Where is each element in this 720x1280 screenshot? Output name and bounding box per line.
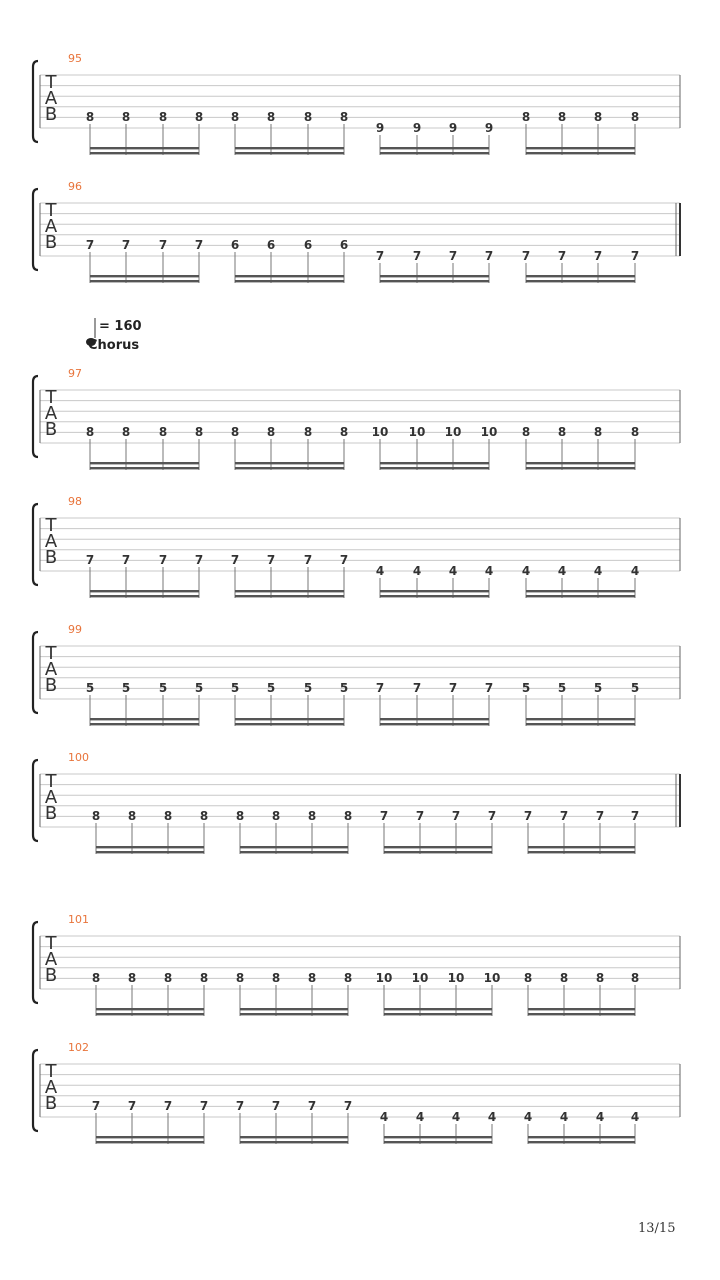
tab-clef-letter: T: [45, 387, 57, 408]
fret-number: 6: [339, 238, 349, 252]
note-group: [522, 425, 639, 470]
tab-system: [33, 751, 680, 854]
fret-number: 7: [121, 238, 131, 252]
note-group: [524, 809, 639, 854]
fret-number: 8: [630, 425, 640, 439]
fret-number: 7: [595, 809, 605, 823]
fret-number: 8: [303, 425, 313, 439]
note-group: [231, 553, 348, 598]
measure-number: 102: [68, 1041, 89, 1054]
fret-number: 8: [85, 110, 95, 124]
fret-number: 7: [307, 1099, 317, 1113]
tab-clef-letter: A: [44, 216, 58, 237]
fret-number: 8: [266, 110, 276, 124]
fret-number: 7: [487, 809, 497, 823]
note-group: [376, 249, 493, 283]
fret-number: 10: [480, 425, 498, 439]
fret-number: 10: [411, 971, 429, 985]
fret-number: 7: [412, 681, 422, 695]
beam: [526, 718, 635, 720]
beam: [235, 590, 344, 592]
section-label: Chorus: [88, 338, 140, 353]
fret-number: 4: [379, 1110, 389, 1124]
fret-number: 9: [484, 121, 494, 135]
fret-number: 7: [415, 809, 425, 823]
note-group: [522, 681, 639, 726]
beam: [526, 147, 635, 149]
beam: [90, 280, 199, 282]
fret-number: 7: [557, 249, 567, 263]
beam: [380, 280, 489, 282]
tab-clef-letter: B: [44, 965, 58, 986]
beam: [90, 723, 199, 725]
fret-number: 7: [194, 553, 204, 567]
note-group: [86, 110, 203, 155]
fret-number: 4: [523, 1110, 533, 1124]
beam: [384, 851, 492, 853]
fret-number: 7: [235, 1099, 245, 1113]
fret-number: 8: [127, 809, 137, 823]
measure-number: 97: [68, 367, 82, 380]
note-group: [92, 809, 208, 854]
fret-number: 8: [595, 971, 605, 985]
fret-number: 8: [557, 110, 567, 124]
beam: [380, 723, 489, 725]
beam: [90, 152, 199, 154]
beam: [235, 275, 344, 277]
system-bracket: [33, 760, 38, 841]
beam: [380, 595, 489, 597]
fret-number: 8: [271, 971, 281, 985]
note-group: [86, 553, 203, 598]
beam: [235, 718, 344, 720]
fret-number: 8: [85, 425, 95, 439]
fret-number: 5: [303, 681, 313, 695]
note-group: [522, 110, 639, 155]
fret-number: 8: [91, 809, 101, 823]
tab-clef-letter: A: [44, 1077, 58, 1098]
fret-number: 7: [412, 249, 422, 263]
beam: [90, 467, 199, 469]
beam: [235, 462, 344, 464]
fret-number: 7: [448, 681, 458, 695]
system-bracket: [33, 922, 38, 1003]
tab-clef-letter: A: [44, 949, 58, 970]
tab-clef-letter: B: [44, 232, 58, 253]
note-group: [376, 971, 501, 1016]
beam: [526, 280, 635, 282]
beam: [240, 846, 348, 848]
fret-number: 7: [199, 1099, 209, 1113]
beam: [96, 1008, 204, 1010]
tab-clef-letter: A: [44, 659, 58, 680]
beam: [235, 467, 344, 469]
beam: [528, 1136, 635, 1138]
tab-clef-letter: T: [45, 933, 57, 954]
note-group: [376, 121, 493, 155]
beam: [90, 147, 199, 149]
note-group: [522, 564, 639, 598]
beam: [384, 1013, 492, 1015]
tab-system: [33, 180, 680, 283]
fret-number: 7: [127, 1099, 137, 1113]
fret-number: 7: [271, 1099, 281, 1113]
fret-number: 9: [412, 121, 422, 135]
beam: [380, 467, 489, 469]
note-group: [524, 971, 639, 1016]
fret-number: 7: [559, 809, 569, 823]
fret-number: 8: [557, 425, 567, 439]
fret-number: 7: [266, 553, 276, 567]
note-group: [380, 809, 496, 854]
fret-number: 5: [230, 681, 240, 695]
fret-number: 5: [630, 681, 640, 695]
system-bracket: [33, 632, 38, 713]
fret-number: 4: [630, 1110, 640, 1124]
fret-number: 8: [121, 110, 131, 124]
fret-number: 7: [121, 553, 131, 567]
beam: [240, 1136, 348, 1138]
fret-number: 5: [266, 681, 276, 695]
fret-number: 8: [559, 971, 569, 985]
beam: [96, 851, 204, 853]
fret-number: 7: [521, 249, 531, 263]
note-group: [86, 681, 203, 726]
note-group: [524, 1110, 639, 1144]
beam: [384, 846, 492, 848]
fret-number: 7: [448, 249, 458, 263]
tab-system: [33, 52, 680, 155]
tempo-marking: [86, 318, 142, 353]
beam: [240, 851, 348, 853]
beam: [96, 1013, 204, 1015]
fret-number: 4: [521, 564, 531, 578]
beam: [380, 275, 489, 277]
fret-number: 8: [158, 110, 168, 124]
tab-clef-letter: T: [45, 515, 57, 536]
tab-clef-letter: B: [44, 1093, 58, 1114]
fret-number: 8: [593, 425, 603, 439]
fret-number: 8: [343, 809, 353, 823]
fret-number: 7: [158, 238, 168, 252]
beam: [526, 467, 635, 469]
note-group: [231, 238, 348, 283]
beam: [96, 846, 204, 848]
fret-number: 8: [343, 971, 353, 985]
note-group: [380, 1110, 496, 1144]
note-group: [231, 425, 348, 470]
fret-number: 8: [163, 809, 173, 823]
beam: [384, 1141, 492, 1143]
fret-number: 10: [444, 425, 462, 439]
beam: [384, 1136, 492, 1138]
fret-number: 7: [630, 809, 640, 823]
fret-number: 6: [266, 238, 276, 252]
fret-number: 4: [559, 1110, 569, 1124]
note-group: [376, 681, 493, 726]
fret-number: 5: [339, 681, 349, 695]
beam: [96, 1141, 204, 1143]
beam: [90, 595, 199, 597]
beam: [235, 723, 344, 725]
beam: [526, 590, 635, 592]
fret-number: 10: [371, 425, 389, 439]
tab-clef-letter: A: [44, 403, 58, 424]
beam: [526, 152, 635, 154]
fret-number: 4: [595, 1110, 605, 1124]
beam: [528, 1013, 635, 1015]
fret-number: 5: [593, 681, 603, 695]
fret-number: 7: [91, 1099, 101, 1113]
fret-number: 7: [85, 238, 95, 252]
fret-number: 7: [593, 249, 603, 263]
fret-number: 4: [375, 564, 385, 578]
beam: [528, 846, 635, 848]
note-group: [372, 425, 498, 470]
beam: [380, 147, 489, 149]
fret-number: 7: [303, 553, 313, 567]
beam: [90, 590, 199, 592]
fret-number: 8: [194, 425, 204, 439]
note-group: [92, 971, 208, 1016]
measure-number: 99: [68, 623, 82, 636]
fret-number: 4: [448, 564, 458, 578]
beam: [96, 1136, 204, 1138]
note-group: [86, 425, 203, 470]
tab-clef-letter: T: [45, 200, 57, 221]
tab-clef-letter: B: [44, 675, 58, 696]
note-group: [236, 1099, 352, 1144]
beam: [380, 590, 489, 592]
tab-clef-letter: B: [44, 419, 58, 440]
fret-number: 8: [307, 971, 317, 985]
fret-number: 4: [630, 564, 640, 578]
beam: [380, 152, 489, 154]
beam: [240, 1013, 348, 1015]
fret-number: 7: [158, 553, 168, 567]
fret-number: 4: [412, 564, 422, 578]
system-bracket: [33, 61, 38, 142]
measure-number: 100: [68, 751, 89, 764]
fret-number: 10: [447, 971, 465, 985]
tab-clef-letter: B: [44, 803, 58, 824]
fret-number: 5: [85, 681, 95, 695]
fret-number: 6: [230, 238, 240, 252]
fret-number: 8: [235, 809, 245, 823]
beam: [526, 595, 635, 597]
fret-number: 8: [303, 110, 313, 124]
tab-clef-letter: B: [44, 104, 58, 125]
tab-clef-letter: A: [44, 787, 58, 808]
measure-number: 101: [68, 913, 89, 926]
tab-clef-letter: B: [44, 547, 58, 568]
fret-number: 5: [521, 681, 531, 695]
beam: [240, 1141, 348, 1143]
fret-number: 8: [127, 971, 137, 985]
fret-number: 8: [199, 971, 209, 985]
fret-number: 9: [448, 121, 458, 135]
beam: [90, 462, 199, 464]
fret-number: 4: [487, 1110, 497, 1124]
beam: [235, 152, 344, 154]
note-group: [522, 249, 639, 283]
fret-number: 4: [451, 1110, 461, 1124]
fret-number: 7: [484, 681, 494, 695]
tab-system: [33, 1041, 680, 1144]
fret-number: 7: [523, 809, 533, 823]
beam: [235, 280, 344, 282]
beam: [526, 723, 635, 725]
beam: [240, 1008, 348, 1010]
system-bracket: [33, 1050, 38, 1131]
fret-number: 10: [408, 425, 426, 439]
system-bracket: [33, 504, 38, 585]
fret-number: 7: [375, 681, 385, 695]
fret-number: 8: [163, 971, 173, 985]
fret-number: 8: [194, 110, 204, 124]
fret-number: 7: [451, 809, 461, 823]
fret-number: 6: [303, 238, 313, 252]
beam: [380, 462, 489, 464]
fret-number: 7: [85, 553, 95, 567]
fret-number: 5: [121, 681, 131, 695]
note-group: [92, 1099, 208, 1144]
beam: [384, 1008, 492, 1010]
beam: [526, 462, 635, 464]
beam: [528, 1008, 635, 1010]
fret-number: 8: [339, 110, 349, 124]
fret-number: 8: [230, 110, 240, 124]
note-group: [236, 809, 352, 854]
fret-number: 4: [484, 564, 494, 578]
beam: [235, 147, 344, 149]
tab-clef-letter: T: [45, 771, 57, 792]
tempo-value: = 160: [99, 319, 142, 334]
tab-system: [33, 623, 680, 726]
fret-number: 5: [194, 681, 204, 695]
fret-number: 10: [483, 971, 501, 985]
tab-clef-letter: T: [45, 1061, 57, 1082]
fret-number: 7: [343, 1099, 353, 1113]
tab-system: [33, 367, 680, 470]
fret-number: 8: [630, 110, 640, 124]
fret-number: 8: [307, 809, 317, 823]
system-bracket: [33, 376, 38, 457]
note-group: [236, 971, 352, 1016]
fret-number: 5: [557, 681, 567, 695]
fret-number: 8: [158, 425, 168, 439]
beam: [90, 275, 199, 277]
fret-number: 8: [523, 971, 533, 985]
system-bracket: [33, 189, 38, 270]
fret-number: 7: [484, 249, 494, 263]
fret-number: 8: [339, 425, 349, 439]
fret-number: 9: [375, 121, 385, 135]
note-group: [231, 110, 348, 155]
beam: [380, 718, 489, 720]
fret-number: 8: [266, 425, 276, 439]
note-group: [86, 238, 203, 283]
fret-number: 5: [158, 681, 168, 695]
fret-number: 8: [235, 971, 245, 985]
tab-clef-letter: A: [44, 531, 58, 552]
measure-number: 95: [68, 52, 82, 65]
beam: [528, 851, 635, 853]
fret-number: 8: [271, 809, 281, 823]
note-group: [231, 681, 348, 726]
fret-number: 4: [557, 564, 567, 578]
beam: [235, 595, 344, 597]
tab-clef-letter: T: [45, 72, 57, 93]
beam: [528, 1141, 635, 1143]
fret-number: 10: [375, 971, 393, 985]
fret-number: 7: [375, 249, 385, 263]
page-number: 13/15: [638, 1221, 676, 1236]
measure-number: 96: [68, 180, 82, 193]
fret-number: 7: [230, 553, 240, 567]
beam: [90, 718, 199, 720]
fret-number: 8: [593, 110, 603, 124]
fret-number: 7: [194, 238, 204, 252]
tab-system: [33, 495, 680, 598]
fret-number: 7: [163, 1099, 173, 1113]
fret-number: 4: [415, 1110, 425, 1124]
note-group: [376, 564, 493, 598]
fret-number: 8: [521, 425, 531, 439]
fret-number: 8: [121, 425, 131, 439]
fret-number: 8: [521, 110, 531, 124]
tab-clef-letter: T: [45, 643, 57, 664]
fret-number: 4: [593, 564, 603, 578]
fret-number: 7: [630, 249, 640, 263]
fret-number: 8: [630, 971, 640, 985]
tab-system: [33, 913, 680, 1016]
fret-number: 7: [339, 553, 349, 567]
fret-number: 8: [230, 425, 240, 439]
measure-number: 98: [68, 495, 82, 508]
beam: [526, 275, 635, 277]
fret-number: 8: [199, 809, 209, 823]
tab-clef-letter: A: [44, 88, 58, 109]
fret-number: 8: [91, 971, 101, 985]
fret-number: 7: [379, 809, 389, 823]
